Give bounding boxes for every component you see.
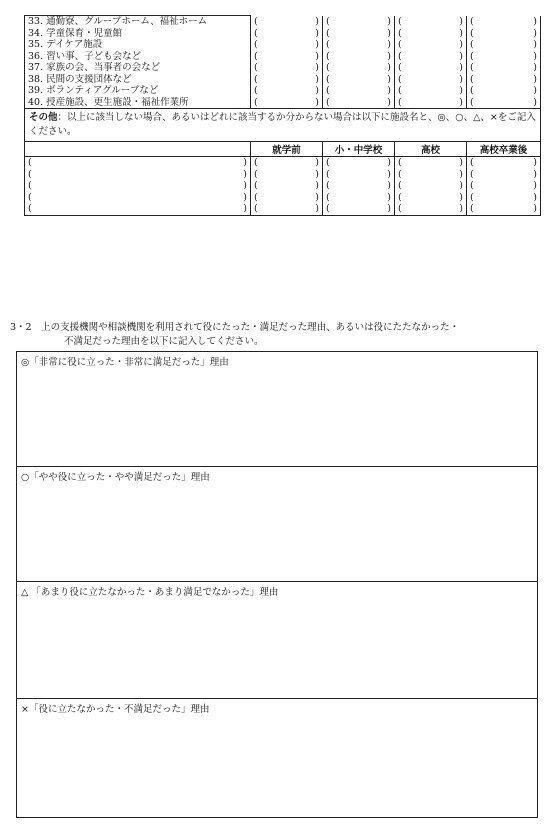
paren-close: )	[459, 191, 463, 203]
facility-label: 37. 家族の会、当事者の会など	[25, 62, 251, 74]
answer-cell[interactable]	[395, 51, 467, 63]
answer-cell[interactable]	[251, 192, 323, 204]
paren-open: (	[398, 62, 402, 74]
facility-row	[25, 62, 541, 74]
answer-cell[interactable]	[467, 203, 541, 215]
paren-open: (	[28, 180, 32, 192]
answer-cell[interactable]	[395, 85, 467, 97]
paren-close: )	[387, 16, 391, 27]
facility-row	[25, 39, 541, 51]
paren-open: (	[470, 203, 474, 215]
paren-open: (	[470, 191, 474, 203]
paren-close: )	[459, 73, 463, 85]
reason-label: ×「役に立たなかった・不満足だった」理由	[21, 704, 210, 715]
paren-close: )	[533, 96, 537, 108]
answer-cell[interactable]	[395, 74, 467, 86]
paren-open: (	[254, 180, 258, 192]
paren-close: )	[459, 39, 463, 51]
paren-close: )	[533, 73, 537, 85]
answer-cell[interactable]	[395, 97, 467, 109]
section-line1: 上の支援機関や相談機関を利用されて役にたった・満足だった理由、あるいは役にたたなかった・	[41, 322, 460, 333]
paren-open: (	[326, 27, 330, 39]
answer-cell[interactable]	[251, 39, 323, 51]
paren-close: )	[387, 168, 391, 180]
paren-close: )	[533, 16, 537, 27]
facility-name-field[interactable]	[25, 157, 251, 169]
paren-close: )	[459, 203, 463, 215]
paren-close: )	[387, 203, 391, 215]
paren-close: )	[243, 191, 247, 203]
paren-close: )	[459, 96, 463, 108]
paren-close: )	[387, 157, 391, 169]
paren-open: (	[326, 39, 330, 51]
answer-cell[interactable]	[251, 74, 323, 86]
paren-open: (	[326, 157, 330, 169]
paren-open: (	[470, 62, 474, 74]
reason-box-somewhat-helpful[interactable]	[16, 466, 538, 582]
answer-cell[interactable]	[467, 97, 541, 109]
answer-cell[interactable]	[323, 97, 395, 109]
paren-open: (	[254, 73, 258, 85]
answer-cell[interactable]	[251, 51, 323, 63]
paren-close: )	[387, 96, 391, 108]
paren-close: )	[459, 16, 463, 27]
paren-open: (	[470, 168, 474, 180]
paren-open: (	[326, 168, 330, 180]
answer-cell[interactable]	[323, 203, 395, 215]
answer-cell[interactable]	[323, 16, 395, 28]
other-entry-row	[25, 192, 541, 204]
answer-cell[interactable]	[251, 180, 323, 192]
paren-open: (	[254, 85, 258, 97]
answer-cell[interactable]	[467, 62, 541, 74]
paren-open: (	[326, 203, 330, 215]
facility-label: 38. 民間の支援団体など	[25, 74, 251, 86]
answer-cell[interactable]	[467, 192, 541, 204]
answer-cell[interactable]	[467, 28, 541, 40]
facility-name-field[interactable]	[25, 203, 251, 215]
facility-row	[25, 28, 541, 40]
paren-open: (	[254, 157, 258, 169]
paren-open: (	[398, 180, 402, 192]
paren-close: )	[459, 85, 463, 97]
other-text: ：以上に該当しない場合、あるいはどれに該当するか分からない場合は以下に施設名と、◎、○、△、×をご記入ください。	[29, 112, 536, 137]
paren-open: (	[254, 27, 258, 39]
paren-open: (	[326, 50, 330, 62]
answer-cell[interactable]	[251, 97, 323, 109]
paren-close: )	[533, 27, 537, 39]
reason-label: ◎「非常に役に立った・非常に満足だった」理由	[21, 357, 229, 368]
paren-open: (	[254, 168, 258, 180]
paren-close: )	[387, 27, 391, 39]
paren-close: )	[533, 157, 537, 169]
facility-label: 34. 学童保育・児童館	[25, 28, 251, 40]
answer-cell[interactable]	[395, 16, 467, 28]
paren-open: (	[326, 85, 330, 97]
paren-open: (	[254, 50, 258, 62]
paren-close: )	[459, 157, 463, 169]
paren-close: )	[533, 62, 537, 74]
reason-label: ○「やや役に立った・やや満足だった」理由	[21, 472, 210, 483]
paren-open: (	[470, 85, 474, 97]
section-number: 3・2	[10, 322, 32, 333]
paren-close: )	[315, 39, 319, 51]
paren-close: )	[315, 168, 319, 180]
answer-cell[interactable]	[395, 39, 467, 51]
paren-close: )	[315, 62, 319, 74]
paren-open: (	[398, 39, 402, 51]
paren-open: (	[28, 203, 32, 215]
paren-open: (	[254, 96, 258, 108]
paren-close: )	[315, 203, 319, 215]
paren-open: (	[398, 16, 402, 27]
answer-cell[interactable]	[251, 203, 323, 215]
paren-close: )	[315, 50, 319, 62]
paren-close: )	[533, 50, 537, 62]
answer-cell[interactable]	[395, 192, 467, 204]
answer-cell[interactable]	[467, 74, 541, 86]
answer-cell[interactable]	[323, 180, 395, 192]
answer-cell[interactable]	[323, 85, 395, 97]
paren-close: )	[387, 191, 391, 203]
other-entry-row	[25, 180, 541, 192]
answer-cell[interactable]	[467, 157, 541, 169]
paren-close: )	[387, 39, 391, 51]
facility-label: 39. ボランティアグループなど	[25, 85, 251, 97]
paren-close: )	[315, 180, 319, 192]
paren-close: )	[459, 50, 463, 62]
paren-open: (	[470, 27, 474, 39]
facility-row	[25, 16, 541, 28]
paren-close: )	[459, 180, 463, 192]
answer-cell[interactable]	[323, 62, 395, 74]
facility-name-field[interactable]	[25, 180, 251, 192]
paren-close: )	[387, 85, 391, 97]
other-entry-row	[25, 157, 541, 169]
paren-open: (	[326, 96, 330, 108]
answer-cell[interactable]	[251, 85, 323, 97]
paren-close: )	[387, 73, 391, 85]
paren-open: (	[326, 16, 330, 27]
paren-close: )	[387, 180, 391, 192]
paren-open: (	[398, 191, 402, 203]
col-elem-middle: 小・中学校	[323, 142, 395, 157]
paren-close: )	[533, 39, 537, 51]
section-line2: 不満足だった理由を以下に記入してください。	[64, 336, 264, 347]
other-entry-row	[25, 203, 541, 215]
answer-cell[interactable]	[395, 180, 467, 192]
facility-usage-table	[24, 15, 541, 216]
answer-cell[interactable]	[467, 51, 541, 63]
paren-close: )	[533, 168, 537, 180]
paren-close: )	[387, 62, 391, 74]
answer-cell[interactable]	[251, 28, 323, 40]
paren-close: )	[533, 85, 537, 97]
paren-open: (	[254, 62, 258, 74]
paren-open: (	[28, 191, 32, 203]
paren-close: )	[459, 168, 463, 180]
paren-open: (	[326, 73, 330, 85]
paren-open: (	[28, 168, 32, 180]
answer-cell[interactable]	[467, 180, 541, 192]
paren-open: (	[398, 157, 402, 169]
facility-row	[25, 97, 541, 109]
answer-cell[interactable]	[323, 74, 395, 86]
answer-cell[interactable]	[395, 169, 467, 181]
paren-open: (	[470, 157, 474, 169]
paren-close: )	[315, 27, 319, 39]
col-high-school: 高校	[395, 142, 467, 157]
answer-cell[interactable]	[467, 85, 541, 97]
paren-close: )	[315, 16, 319, 27]
paren-close: )	[315, 85, 319, 97]
answer-cell[interactable]	[251, 157, 323, 169]
paren-close: )	[243, 168, 247, 180]
paren-close: )	[243, 180, 247, 192]
paren-close: )	[315, 96, 319, 108]
paren-open: (	[398, 73, 402, 85]
blank-header	[25, 142, 251, 157]
paren-open: (	[470, 16, 474, 27]
other-label: その他	[29, 112, 58, 123]
paren-close: )	[243, 157, 247, 169]
paren-close: )	[315, 73, 319, 85]
reason-box-not-very-helpful[interactable]	[16, 581, 538, 699]
answer-cell[interactable]	[251, 62, 323, 74]
paren-open: (	[470, 73, 474, 85]
paren-close: )	[459, 27, 463, 39]
facility-row	[25, 85, 541, 97]
col-after-high: 高校卒業後	[467, 142, 541, 157]
answer-cell[interactable]	[467, 39, 541, 51]
paren-open: (	[470, 50, 474, 62]
answer-cell[interactable]	[251, 169, 323, 181]
answer-cell[interactable]	[323, 51, 395, 63]
reason-box-not-helpful[interactable]	[16, 698, 538, 818]
paren-open: (	[470, 39, 474, 51]
paren-close: )	[315, 157, 319, 169]
answer-cell[interactable]	[251, 16, 323, 28]
paren-close: )	[533, 191, 537, 203]
facility-row	[25, 74, 541, 86]
paren-open: (	[326, 62, 330, 74]
paren-open: (	[326, 191, 330, 203]
section-3-2	[10, 321, 540, 349]
paren-close: )	[533, 203, 537, 215]
paren-open: (	[398, 27, 402, 39]
paren-open: (	[470, 96, 474, 108]
paren-close: )	[459, 62, 463, 74]
reason-box-very-helpful[interactable]	[16, 351, 538, 467]
facility-row	[25, 51, 541, 63]
facility-label: 36. 習い事、子ども会など	[25, 51, 251, 63]
col-preschool: 就学前	[251, 142, 323, 157]
paren-close: )	[315, 191, 319, 203]
facility-name-field[interactable]	[25, 192, 251, 204]
paren-open: (	[398, 96, 402, 108]
other-entry-row	[25, 169, 541, 181]
facility-label: 35. デイケア施設	[25, 39, 251, 51]
answer-cell[interactable]	[395, 157, 467, 169]
paren-close: )	[243, 203, 247, 215]
other-instructions	[25, 109, 541, 142]
paren-open: (	[398, 50, 402, 62]
paren-open: (	[254, 191, 258, 203]
answer-cell[interactable]	[323, 169, 395, 181]
paren-open: (	[254, 39, 258, 51]
answer-cell[interactable]	[323, 192, 395, 204]
facility-label: 40. 授産施設、更生施設・福祉作業所	[25, 97, 251, 109]
paren-open: (	[398, 85, 402, 97]
paren-close: )	[387, 50, 391, 62]
reason-label: △ 「あまり役に立たなかった・あまり満足でなかった」理由	[21, 587, 279, 598]
answer-cell[interactable]	[395, 28, 467, 40]
answer-cell[interactable]	[467, 169, 541, 181]
answer-cell[interactable]	[323, 39, 395, 51]
paren-open: (	[254, 16, 258, 27]
facility-label: 33. 通勤寮、グループホーム、福祉ホーム	[25, 16, 251, 28]
paren-open: (	[398, 168, 402, 180]
facility-name-field[interactable]	[25, 169, 251, 181]
paren-open: (	[254, 203, 258, 215]
answer-cell[interactable]	[323, 28, 395, 40]
paren-open: (	[326, 180, 330, 192]
paren-open: (	[398, 203, 402, 215]
answer-cell[interactable]	[395, 62, 467, 74]
answer-cell[interactable]	[395, 203, 467, 215]
answer-cell[interactable]	[467, 16, 541, 28]
answer-cell[interactable]	[323, 157, 395, 169]
paren-open: (	[470, 180, 474, 192]
paren-open: (	[28, 157, 32, 169]
paren-close: )	[533, 180, 537, 192]
